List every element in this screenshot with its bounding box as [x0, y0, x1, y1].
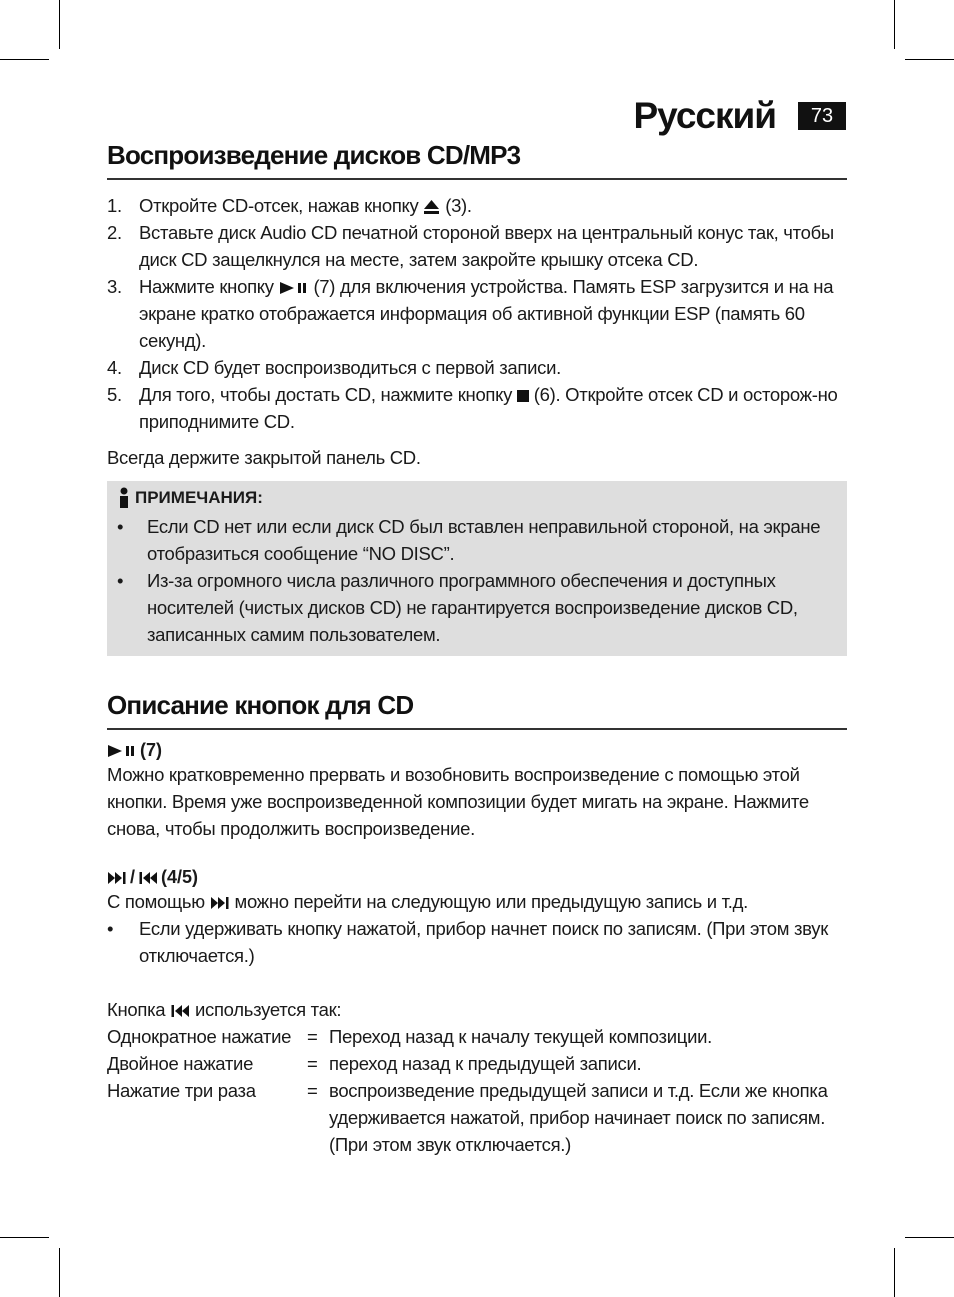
- usage-eq: =: [307, 1080, 318, 1101]
- step-text: (3).: [445, 195, 472, 216]
- notes-list: [117, 513, 837, 648]
- page-header: [634, 92, 847, 140]
- stop-icon: [517, 390, 529, 402]
- usage-desc: Переход назад к началу текущей композиции.: [329, 1026, 712, 1047]
- crop-mark: [0, 59, 49, 60]
- notes-heading-text: ПРИМЕЧАНИЯ:: [135, 488, 263, 507]
- section-title-playback: Воспроизведение дисков CD/MP3: [107, 140, 847, 180]
- step-text: (6). Откройте отсек CD и осторож-но приподнимите CD.: [139, 384, 838, 432]
- page-number: 73: [798, 102, 846, 130]
- skip-back-icon: [170, 1004, 190, 1018]
- usage-desc: воспроизведение предыдущей записи и т.д. Если же кнопка удерживается нажатой, прибор начинает поиск по записям. (При этом звук отключается.): [329, 1080, 828, 1155]
- step-number: 3.: [107, 276, 122, 297]
- closing-note: Всегда держите закрытой панель CD.: [107, 447, 421, 468]
- usage-post: используется так:: [194, 999, 342, 1020]
- step-item: [107, 219, 847, 273]
- main-content: [107, 140, 847, 1158]
- section-title-buttons: Описание кнопок для CD: [107, 690, 847, 730]
- skip-label: (4/5): [161, 867, 199, 887]
- skip-forward-icon: [210, 896, 230, 910]
- usage-eq: =: [307, 1053, 318, 1074]
- crop-mark: [905, 1237, 954, 1238]
- notes-heading: [117, 487, 837, 509]
- crop-mark: [905, 59, 954, 60]
- steps-list: [107, 192, 847, 435]
- step-text: Для того, чтобы достать CD, нажмите кнопку: [139, 384, 513, 405]
- step-text: Откройте CD-отсек, нажав кнопку: [139, 195, 419, 216]
- crop-mark: [894, 0, 895, 49]
- step-text: Вставьте диск Audio CD печатной стороной вверх на центральный конус так, чтобы диск CD защелкнулся на месте, затем закройте крышку отсека CD.: [139, 222, 834, 270]
- step-number: 5.: [107, 384, 122, 405]
- usage-term: Двойное нажатие: [107, 1053, 254, 1074]
- usage-intro: [107, 996, 847, 1023]
- crop-mark: [0, 1237, 49, 1238]
- usage-table: [107, 1023, 847, 1158]
- usage-term: Однократное нажатие: [107, 1026, 292, 1047]
- skip-separator: /: [130, 867, 136, 887]
- step-text: (7) для включения устройства. Память ESP загрузится и на на экране кратко отображается информация об активной функции ESP (память 60 секунд).: [139, 276, 834, 351]
- skip-line-pre: С помощью: [107, 891, 205, 912]
- step-item: [107, 354, 847, 381]
- crop-mark: [59, 1248, 60, 1297]
- step-number: 1.: [107, 195, 122, 216]
- usage-term: Нажатие три раза: [107, 1080, 256, 1101]
- step-item: [107, 273, 847, 354]
- step-item: [107, 381, 847, 435]
- skip-heading: [107, 867, 847, 888]
- skip-line-post: можно перейти на следующую или предыдущую запись и т.д.: [234, 891, 748, 912]
- eject-icon: [423, 199, 440, 215]
- notes-box: [107, 481, 847, 656]
- skip-forward-icon: [107, 871, 127, 885]
- play-pause-label: (7): [140, 740, 162, 760]
- step-number: 4.: [107, 357, 122, 378]
- play-pause-icon: [107, 744, 137, 758]
- usage-desc: переход назад к предыдущей записи.: [329, 1053, 642, 1074]
- list-item: • Если удерживать кнопку нажатой, прибор начнет поиск по записям. (При этом звук отключается.): [107, 915, 847, 969]
- crop-mark: [894, 1248, 895, 1297]
- usage-pre: Кнопка: [107, 999, 166, 1020]
- play-pause-icon: [279, 281, 309, 295]
- step-number: 2.: [107, 222, 122, 243]
- skip-back-icon: [138, 871, 158, 885]
- list-item: • Если CD нет или если диск CD был вставлен неправильной стороной, на экране отобразиться сообщение “NO DISC”.: [117, 513, 837, 567]
- step-text: Нажмите кнопку: [139, 276, 274, 297]
- info-icon: [117, 487, 131, 509]
- step-item: [107, 192, 847, 219]
- step-text: Диск CD будет воспроизводиться с первой записи.: [139, 357, 561, 378]
- skip-line: [107, 888, 847, 915]
- usage-eq: =: [307, 1026, 318, 1047]
- play-pause-description: Можно кратковременно прервать и возобновить воспроизведение с помощью этой кнопки. Время уже воспроизведенной композиции будет мигать на экране. Нажмите снова, чтобы продолжить воспроизведение.: [107, 764, 809, 839]
- play-pause-heading: [107, 740, 847, 761]
- list-item: • Из-за огромного числа различного программного обеспечения и доступных носителей (чистых дисков CD) не гарантируется воспроизведение дисков CD, записанных самим пользователем.: [117, 567, 837, 648]
- crop-mark: [59, 0, 60, 49]
- language-title: Русский: [633, 95, 776, 136]
- skip-bullets: [107, 915, 847, 969]
